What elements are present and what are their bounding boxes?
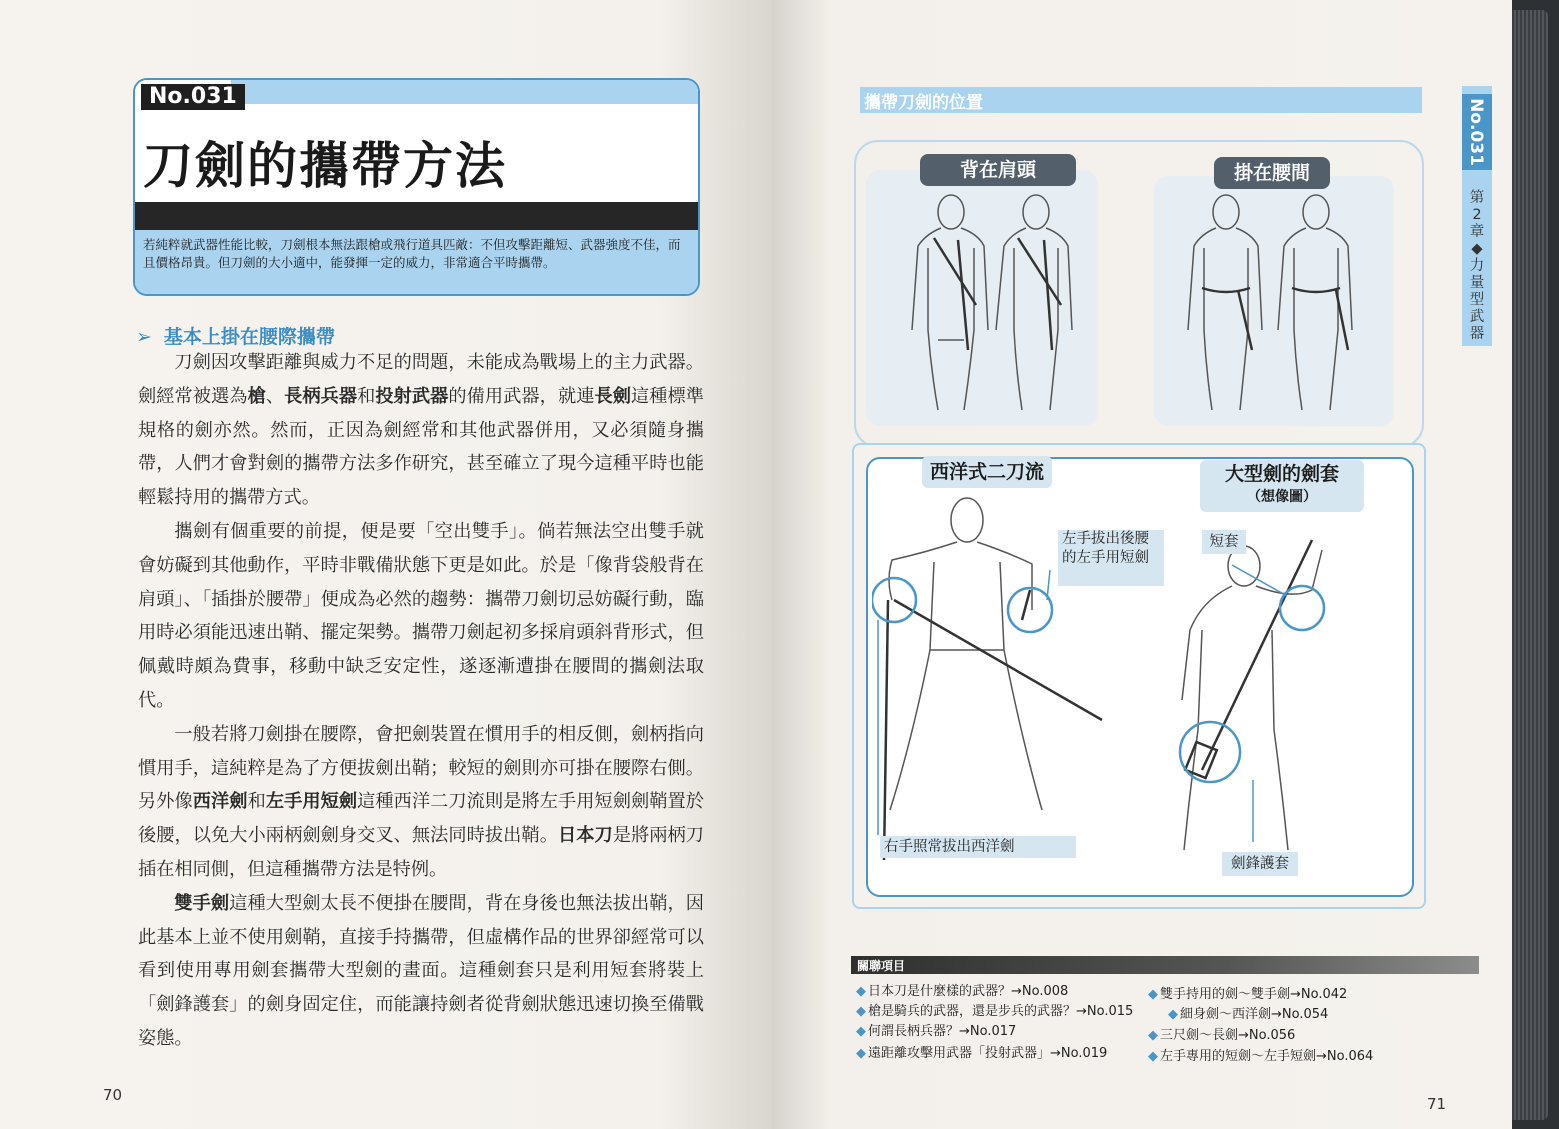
arrow-icon: ➢ [136,326,152,348]
diamond-icon: ◆ [1148,1028,1158,1043]
diamond-icon: ◆ [856,1004,866,1019]
figure-title: 攜帶刀劍的位置 [864,93,983,113]
diamond-icon: ◆ [856,1024,866,1039]
label-sheath: 大型劍的劍套 [1224,463,1339,485]
callout-short-sleeve: 短套 [1202,530,1246,554]
carry-figures-illustration [866,190,1406,430]
diamond-icon: ◆ [856,1046,866,1061]
entry-title: 刀劍的攜帶方法 [143,137,507,195]
entry-header [133,78,700,296]
label-sheath-sub: （想像圖） [1247,489,1317,505]
bold-term: 日本刀 [557,825,613,847]
callout-right-hand: 右手照常拔出西洋劍 [880,836,1076,858]
summary-box [135,230,698,294]
related-item[interactable]: ◆ 遠距離攻擊用武器「投射武器」→No.019 [856,1046,1108,1061]
page-number-left: 70 [103,1086,123,1104]
body-paragraph: 攜劍有個重要的前提，便是要「空出雙手」。倘若無法空出雙手就會妨礙到其他動作，平時非戰備狀態下更是如此。於是「像背袋般背在肩頭」、「插掛於腰帶」便成為必然的趨勢：攜帶刀劍切忌妨礙行動，臨用時必須能迅速出鞘、擺定架勢。攜帶刀劍起初多採肩頭斜背形式，但佩戴時頗為費事，移動中缺乏安定性，遂逐漸遭掛在腰間的攜劍法取代。 [138,520,704,711]
related-item[interactable]: ◆ 雙手持用的劍～雙手劍→No.042 [1148,987,1348,1002]
related-header-bar [851,956,1479,974]
diamond-icon: ◆ [1148,1049,1158,1064]
related-item[interactable]: ◆ 左手專用的短劍～左手短劍→No.064 [1148,1049,1374,1064]
label-dual-wield: 西洋式二刀流 [922,456,1052,488]
related-item[interactable]: ◆ 日本刀是什麼樣的武器？→No.008 [856,984,1069,999]
bold-term: 槍 [247,385,266,407]
bold-term: 投射武器 [375,385,449,407]
book-page-edge [1512,10,1548,1120]
chapter-side-tab [1462,86,1492,346]
entry-number: No.031 [141,84,245,110]
related-item[interactable]: ◆ 細身劍～西洋劍→No.054 [1168,1007,1329,1022]
body-paragraph: 雙手劍這種大型劍太長不便掛在腰間，背在身後也無法拔出鞘，因此基本上並不使用劍鞘，直接手持攜帶，但虛構作品的世界卻經常可以看到使用專用劍套攜帶大型劍的畫面。這種劍套只是利用短套將裝上「劍鋒護套」的劍身固定住，而能讓持劍者從背劍狀態迅速切換至備戰姿態。 [138,892,704,1049]
right-page [772,0,1512,1129]
side-tab-number-box [1462,94,1492,170]
header-band [231,80,698,104]
header-divider [135,202,698,230]
body-paragraph: 刀劍因攻擊距離與威力不足的問題，未能成為戰場上的主力武器。劍經常被選為槍、長柄兵器和投射武器的備用武器，就連長劍這種標準規格的劍亦然。然而，正因為劍經常和其他武器併用，又必須隨身攜帶，人們才會對劍的攜帶方法多作研究，甚至確立了現今這種平時也能輕鬆持用的攜帶方式。 [138,352,704,509]
bold-term: 長柄兵器 [284,385,358,407]
bold-term: 長劍 [594,385,631,407]
side-tab-number: No.031 [1466,98,1486,166]
bold-term: 左手用短劍 [265,791,358,813]
callout-tip-guard: 劍鋒護套 [1222,852,1298,876]
bold-term: 西洋劍 [192,791,248,813]
diamond-icon: ◆ [1168,1007,1178,1022]
label-shoulder: 背在肩頭 [920,154,1076,186]
related-header: 關聯項目 [857,959,906,973]
section-heading: ➢ 基本上掛在腰際攜帶 [136,326,335,348]
summary-text: 若純粹就武器性能比較，刀劍根本無法跟槍或飛行道具匹敵：不但攻擊距離短、武器強度不佳，而且價格昂貴。但刀劍的大小適中，能發揮一定的威力，非常適合平時攜帶。 [143,237,681,270]
related-item[interactable]: ◆ 槍是騎兵的武器，還是步兵的武器？→No.015 [856,1004,1134,1019]
related-item[interactable]: ◆ 三尺劍～長劍→No.056 [1148,1028,1296,1043]
page-number-right: 71 [1427,1095,1447,1113]
body-text [138,346,704,1056]
callout-left-hand: 左手拔出後腰的左手用短劍 [1058,530,1164,586]
left-page [0,0,772,1129]
side-tab-chapter: 第2章◆力量型武器 [1469,190,1485,342]
label-waist: 掛在腰間 [1214,157,1330,189]
figure-title-bar [860,87,1422,113]
diamond-icon: ◆ [1148,987,1158,1002]
diamond-icon: ◆ [856,984,866,999]
body-paragraph: 一般若將刀劍掛在腰際，會把劍裝置在慣用手的相反側，劍柄指向慣用手，這純粹是為了方便拔劍出鞘；較短的劍則亦可掛在腰際右側。另外像西洋劍和左手用短劍這種西洋二刀流則是將左手用短劍劍鞘置於後腰，以免大小兩柄劍劍身交叉、無法同時拔出鞘。日本刀是將兩柄刀插在相同側，但這種攜帶方法是特例。 [138,723,704,880]
related-item[interactable]: ◆ 何謂長柄兵器？→No.017 [856,1024,1017,1039]
bold-term: 雙手劍 [174,892,230,914]
